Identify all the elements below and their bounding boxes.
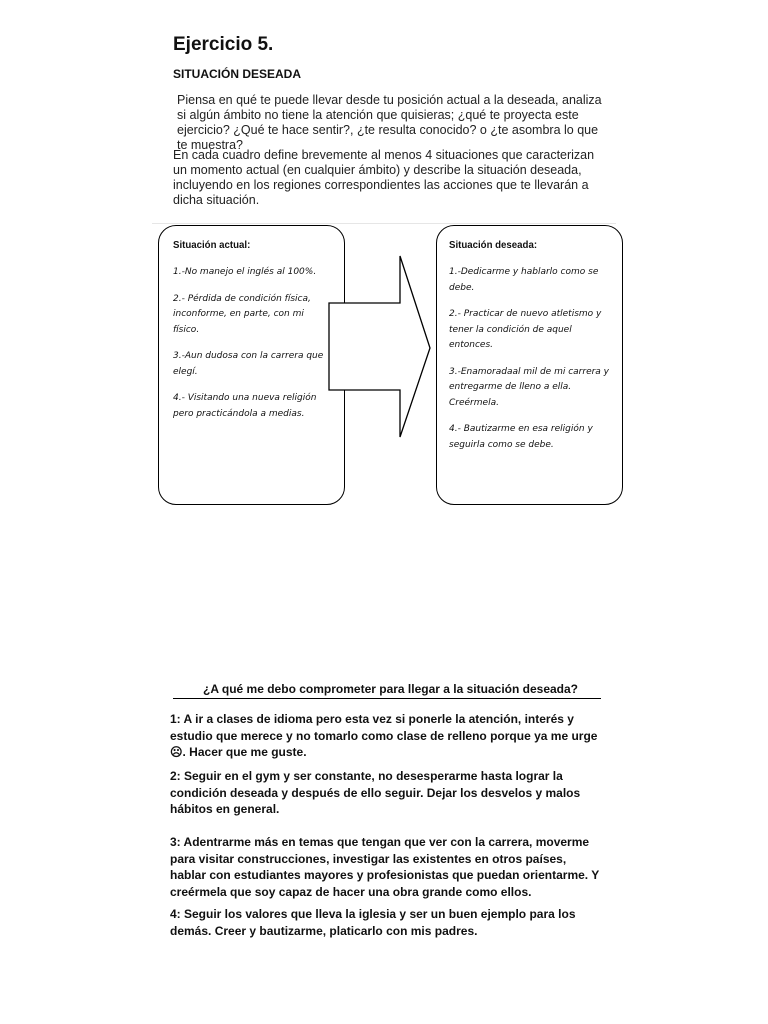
current-situation-box — [158, 225, 345, 505]
right-arrow-icon — [328, 255, 432, 445]
instruction-paragraph-1: Piensa en qué te puede llevar desde tu posición actual a la deseada, analiza si algún ámbito no tiene la atención que quisieras; ¿qué te proyecta este ejercicio? ¿Qué te hace sentir?, ¿te resulta conocido? o ¿te asombra lo que te muestra? — [177, 93, 602, 152]
current-situation-item: 1.-No manejo el inglés al 100%. — [173, 267, 317, 277]
current-situation-title: Situación actual: — [173, 239, 251, 251]
desired-situation-item: 4.- Bautizarme en esa religión y seguirla como se debe. — [449, 424, 593, 450]
current-situation-item: 4.- Visitando una nueva religión pero practicándola a medias. — [173, 393, 317, 419]
commitment-answer: 2: Seguir en el gym y ser constante, no desesperarme hasta lograr la condición deseada y después de ello seguir. Dejar los desvelos y malos hábitos en general. — [170, 769, 581, 816]
desired-situation-item: 3.-Enamoradaal mil de mi carrera y entregarme de lleno a ella. Creérmela. — [449, 366, 610, 408]
commitment-answer: 1: A ir a clases de idioma pero esta vez si ponerle la atención, interés y estudio que merece y no tomarlo como clase de relleno porque ya me urge ☹. Hacer que me guste. — [170, 712, 598, 759]
desired-situation-item: 2.- Practicar de nuevo atletismo y tener la condición de aquel entonces. — [449, 309, 602, 350]
desired-situation-box — [436, 225, 623, 505]
desired-situation-title: Situación deseada: — [449, 239, 538, 251]
instruction-paragraph-2: En cada cuadro define brevemente al menos 4 situaciones que caracterizan un momento actual (en cualquier ámbito) y describe la situación deseada, incluyendo en los regiones correspondientes las acciones que te llevarán a dicha situación. — [173, 148, 595, 207]
question-underline — [173, 698, 601, 699]
current-situation-item: 3.-Aun dudosa con la carrera que elegí. — [173, 351, 324, 377]
page-title: Ejercicio 5. — [173, 34, 274, 55]
commitment-question: ¿A qué me debo comprometer para llegar a la situación deseada? — [203, 682, 578, 696]
current-situation-item: 2.- Pérdida de condición física, inconforme, en parte, con mi físico. — [173, 293, 311, 335]
divider — [152, 223, 616, 224]
desired-situation-item: 1.-Dedicarme y hablarlo como se debe. — [449, 267, 599, 293]
commitment-answer: 3: Adentrarme más en temas que tengan que ver con la carrera, moverme para visitar construcciones, investigar las existentes en otros países, hablar con estudiantes mayores y profesionistas que puedan orientarme. Y creérmela que soy capaz de hacer una obra grande como ellos. — [170, 835, 600, 899]
commitment-answer: 4: Seguir los valores que lleva la iglesia y ser un buen ejemplo para los demás. Creer y bautizarme, platicarlo con mis padres. — [170, 907, 576, 938]
section-subtitle: SITUACIÓN DESEADA — [173, 67, 302, 81]
